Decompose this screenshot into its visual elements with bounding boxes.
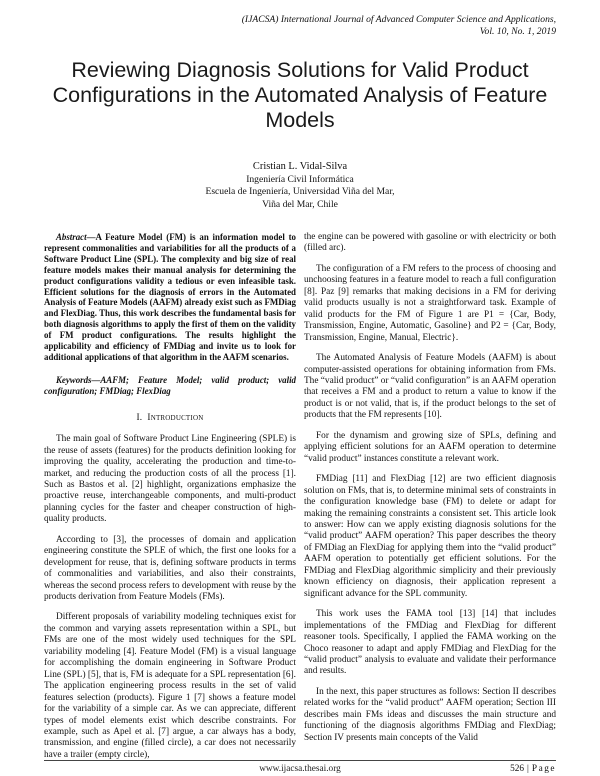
left-paragraph-1: The main goal of Software Product Line Engineering (SPLE) is the reuse of assets (features) for the products definition looking for improving the quality, accelerating the production and time-to-market, and reducing the production costs of all the process [1]. Such as Bastos et al. [2] highlight, organizations emphasize the proactive reuse, interchangeable components, and multi-product planning cycles for the faster and cheaper construction of high-quality products.: [44, 434, 296, 525]
right-paragraph-2: The configuration of a FM refers to the process of choosing and unchoosing features in a feature model to reach a full configuration [8]. Paz [9] remarks that making decisions in a FM for deriving valid products usually is not a straightforward task. Example of valid products for the FM of Figure 1 are P1 = {Car, Body, Transmission, Engine, Automatic, Gasoline} and P2 = {Car, Body, Transmission, Engine, Manual, Electric}.: [304, 263, 556, 343]
title-line-3: Models: [265, 108, 335, 132]
left-paragraph-3: Different proposals of variability modeling techniques exist for the common and varying assets representation within a SPL, but FMs are one of the most widely used techniques for the SPL variability modeling [4]. Feature Model (FM) is a visual language for accomplishing the domain engineering in Software Product Line (SPL) [5], that is, FM is adequate for a SPL representation [6]. The application engineering process results in the set of valid features selection (products). Figure 1 [7] shows a feature model for the variability of a simple car. As we can appreciate, different types of model elements exist which describe constraints. For example, such as Apel et al. [7] argue, a car always has a body, transmission, and engine (filled circle), a car does not necessarily have a trailer (empty circle),: [44, 612, 296, 760]
right-paragraph-1: the engine can be powered with gasoline or with electricity or both (filled arc).: [304, 232, 556, 254]
right-paragraph-4: For the dynamism and growing size of SPLs, defining and applying efficient solutions for an AAFM operation to determine “valid product” instances constitute a relevant work.: [304, 430, 556, 464]
right-paragraph-3: The Automated Analysis of Feature Models (AAFM) is about computer-assisted operations for obtaining information from FMs. The “valid product” or “valid configuration” is an AAFM operation that receives a FM and a product to return a value to know if the product is or not valid, that is, if the product belongs to the set of products that the FM represents [10].: [304, 353, 556, 421]
right-column: [304, 232, 556, 753]
keywords-text: —AAFM; Feature Model; valid product; valid configuration; FMDiag; FlexDiag: [44, 374, 296, 396]
right-paragraph-7: In the next, this paper structures as follows: Section II describes related works for the “valid product” AAFM operation; Section III describes main FMs ideas and discusses the main structure and functioning of the diagnosis algorithms FMDiag and FlexDiag; Section IV presents main concepts of the Valid: [304, 686, 556, 743]
page-indicator: [510, 764, 556, 774]
title-line-2: Configurations in the Automated Analysis of Feature: [52, 83, 548, 107]
keywords: [44, 375, 296, 397]
abstract-text: —A Feature Model (FM) is an information model to represent commonalities and variabilities for all the products of a Software Product Line (SPL). The complexity and big size of real feature models makes their manual analysis for determining the product configurations validity a tedious or even infeasible task. Efficient solutions for the diagnosis of errors in the Automated Analysis of Feature Models (AAFM) already exist such as FMDiag and FlexDiag. Thus, this work describes the fundamental basis for both diagnosis algorithms to apply the first of them on the validity of FM product configurations. The results highlight the applicability and efficiency of FMDiag and invite us to look for additional applications of that algorithm in the AAFM scenarios.: [44, 232, 296, 362]
right-paragraph-5: FMDiag [11] and FlexDiag [12] are two efficient diagnosis solution on FMs, that is, to determine minimal sets of constraints in the configuration knowledge base (FM) to delete or adapt for making the remaining constraints a consistent set. This article look to answer: How can we apply existing diagnosis solutions for the “valid product” AAFM operation? This paper describes the theory of FMDiag an FlexDiag for applying them into the “valid product” AAFM operation to potentially get efficient solutions. For the FMDiag and FlexDiag algorithmic simplicity and their previously known efficiency on diagnosis, their application represent a significant advance for the SPL community.: [304, 474, 556, 599]
left-column: [44, 232, 296, 770]
journal-line-2: Vol. 10, No. 1, 2019: [479, 26, 556, 37]
footer-rule: [44, 760, 556, 761]
page-number: 526: [510, 764, 525, 774]
author-affiliation-2: Escuela de Ingeniería, Universidad Viña del Mar,: [205, 186, 395, 197]
page-footer: [0, 750, 600, 776]
abstract: [44, 232, 296, 363]
keywords-label: Keywords: [56, 374, 92, 385]
author-block: [100, 161, 500, 211]
title-line-1: Reviewing Diagnosis Solutions for Valid Product: [71, 58, 529, 82]
paper-title: [40, 58, 560, 133]
page-label: Page: [531, 764, 556, 774]
right-paragraph-6: This work uses the FAMA tool [13] [14] that includes implementations of the FMDiag and FlexDiag for different reasoner tools. Specifically, I applied the FAMA working on the Choco reasoner to adapt and apply FMDiag and FlexDiag for the “valid product” analysis to evaluate and validate their performance and results.: [304, 609, 556, 677]
author-affiliation-1: Ingeniería Civil Informática: [246, 173, 354, 185]
journal-line-1: (IJACSA) International Journal of Advanced Computer Science and Applications,: [241, 14, 556, 25]
left-paragraph-2: According to [3], the processes of domain and application engineering constitute the SPLE of which, the first one looks for a development for reuse, that is, defining software products in terms of commonalities and variabilities, and also their constraints, whereas the second process refers to development with reuse by the products derivation from Feature Models (FMs).: [44, 534, 296, 603]
journal-header: [136, 14, 556, 38]
abstract-label: Abstract: [56, 232, 87, 242]
section-heading-introduction: [44, 413, 296, 424]
section-title: Introduction: [147, 412, 204, 423]
author-name: Cristian L. Vidal-Silva: [252, 161, 348, 172]
footer-url[interactable]: www.ijacsa.thesai.org: [259, 764, 341, 774]
page-separator: |: [527, 764, 529, 774]
section-number: I.: [136, 412, 143, 423]
author-affiliation-3: Viña del Mar, Chile: [262, 198, 338, 210]
